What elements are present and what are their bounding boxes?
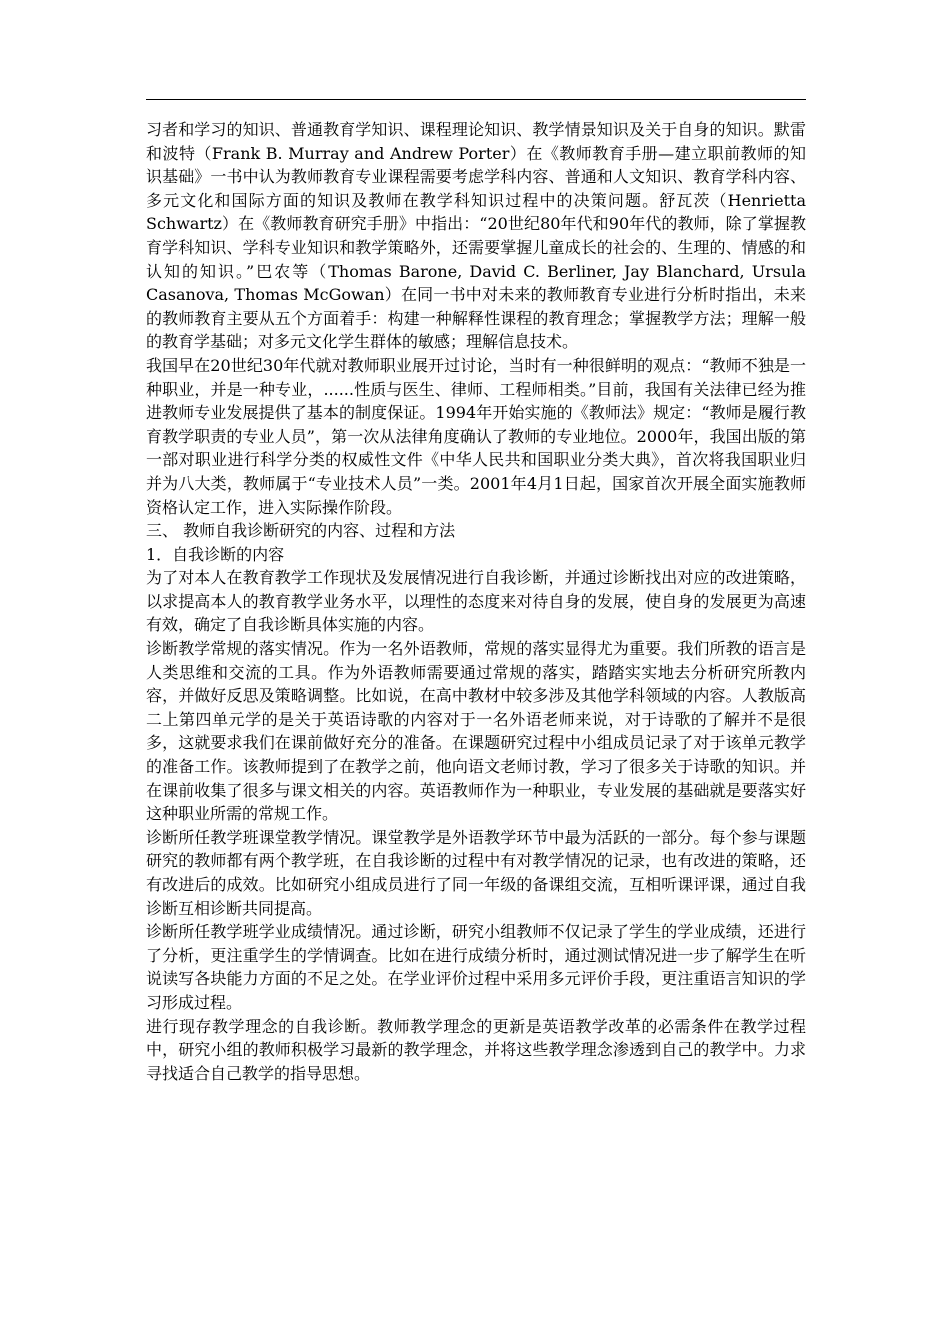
subsection-heading: 1．自我诊断的内容 [146, 544, 285, 564]
paragraph: 诊断教学常规的落实情况。作为一名外语教师，常规的落实显得尤为重要。我们所教的语言是人类思维和交流的工具。作为外语教师需要通过常规的落实，踏踏实实地去分析研究所教内容，并做好反思及策略调整。比如说，在高中教材中较多涉及其他学科领域的内容。人教版高二上第四单元学的是关于英语诗歌的内容对于一名外语老师来说，对于诗歌的了解并不是很多，这就要求我们在课前做好充分的准备。在课题研究过程中小组成员记录了对于该单元教学的准备工作。该教师提到了在教学之前，他向语文老师讨教，学习了很多关于诗歌的知识。并在课前收集了很多与课文相关的内容。英语教师作为一种职业，专业发展的基础就是要落实好这种职业所需的常规工作。 [146, 639, 806, 824]
paragraph: 为了对本人在教育教学工作现状及发展情况进行自我诊断，并通过诊断找出对应的改进策略，以求提高本人的教育教学业务水平，以理性的态度来对待自身的发展，使自身的发展更为高速有效，确定了自我诊断具体实施的内容。 [146, 568, 806, 635]
section-heading: 三、 教师自我诊断研究的内容、过程和方法 [146, 521, 456, 541]
paragraph: 诊断所任教学班课堂教学情况。课堂教学是外语教学环节中最为活跃的一部分。每个参与课题研究的教师都有两个教学班，在自我诊断的过程中有对教学情况的记录，也有改进的策略，还有改进后的成效。比如研究小组成员进行了同一年级的备课组交流，互相听课评课，通过自我诊断互相诊断共同提高。 [146, 827, 806, 918]
paragraph: 进行现存教学理念的自我诊断。教师教学理念的更新是英语教学改革的必需条件在教学过程中，研究小组的教师积极学习最新的教学理念，并将这些教学理念渗透到自己的教学中。力求寻找适合自己教学的指导思想。 [146, 1016, 806, 1083]
paragraph: 诊断所任教学班学业成绩情况。通过诊断，研究小组教师不仅记录了学生的学业成绩，还进行了分析，更注重学生的学情调查。比如在进行成绩分析时，通过测试情况进一步了解学生在听说读写各块能力方面的不足之处。在学业评价过程中采用多元评价手段，更注重语言知识的学习形成过程。 [146, 922, 806, 1012]
paragraph: 我国早在20世纪30年代就对教师职业展开过讨论，当时有一种很鲜明的观点：“教师不独是一种职业，并是一种专业，......性质与医生、律师、工程师相类。”目前，我国有关法律已经为推进教师专业发展提供了基本的制度保证。1994年开始实施的《教师法》规定：“教师是履行教育教学职责的专业人员”，第一次从法律角度确认了教师的专业地位。2000年，我国出版的第一部对职业进行科学分类的权威性文件《中华人民共和国职业分类大典》，首次将我国职业归并为八大类，教师属于“专业技术人员”一类。2001年4月1日起，国家首次开展全面实施教师资格认定工作，进入实际操作阶段。 [146, 355, 806, 517]
paragraph: 习者和学习的知识、普通教育学知识、课程理论知识、教学情景知识及关于自身的知识。默雷和波特（Frank B. Murray and Andrew Porter）在《教师教育手册—建立职前教师的知识基础》一书中认为教师教育专业课程需要考虑学科内容、普通和人文知识、教育学科内容、多元文化和国际方面的知识及教师在教学科知识过程中的决策问题。舒瓦茨（Henrietta Schwartz）在《教师教育研究手册》中指出：“20世纪80年代和90年代的教师，除了掌握教育学科知识、学科专业知识和教学策略外，还需要掌握儿童成长的社会的、生理的、情感的和认知的知识。”巴农等（Thomas Barone, David C. Berliner, Jay Blanchard, Ursula Casanova, Thomas McGowan）在同一书中对未来的教师教育专业进行分析时指出，未来的教师教育主要从五个方面着手：构建一种解释性课程的教育理念；掌握教学方法；理解一般的教育学基础；对多元文化学生群体的敏感；理解信息技术。 [146, 120, 806, 352]
header-rule [146, 99, 806, 100]
document-body [146, 118, 806, 1085]
